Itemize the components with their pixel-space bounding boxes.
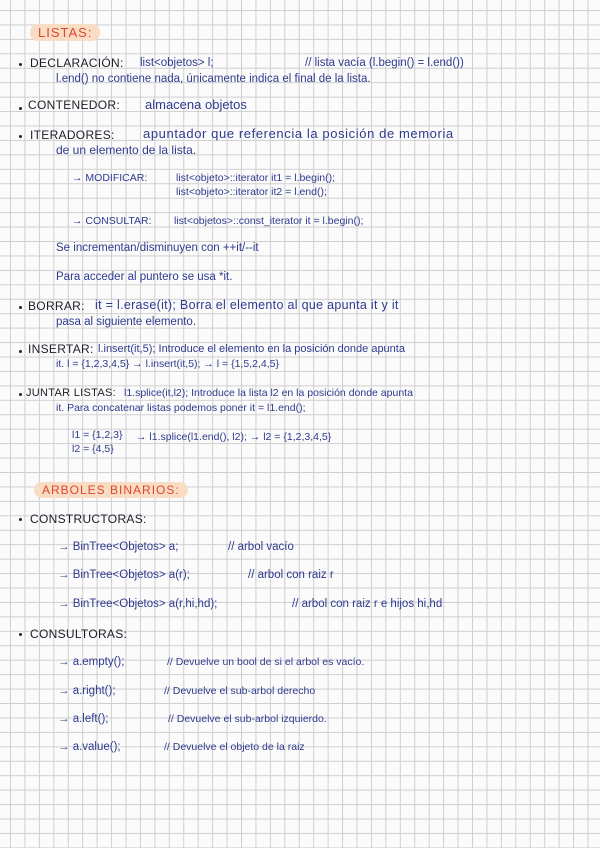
contenedor-label: CONTENEDOR:	[28, 98, 120, 112]
section-title-arboles: ARBOLES BINARIOS:	[34, 482, 188, 498]
consultar-line: list<objetos>::const_iterator it = l.begin();	[174, 215, 364, 227]
bullet	[19, 518, 22, 521]
declaracion-comment: // lista vacía (l.begin() = l.end())	[305, 57, 464, 69]
consultora-code-2: → a.right();	[58, 685, 116, 697]
bullet	[19, 63, 22, 66]
bullet	[19, 306, 22, 309]
constructor-comment-3: // arbol con raiz r e hijos hi,hd	[292, 598, 443, 610]
insertar-text: l.insert(it,5); Introduce el elemento en la posición donde apunta	[98, 343, 405, 355]
constructoras-label: CONSTRUCTORAS:	[30, 512, 147, 526]
bullet	[19, 633, 22, 636]
consultoras-label: CONSULTORAS:	[30, 627, 128, 641]
juntar-text: l1.splice(it,l2); Introduce la lista l2 en la posición donde apunta	[124, 387, 413, 399]
juntar-text2: it. Para concatenar listas podemos poner it = l1.end();	[56, 402, 306, 414]
consultar-label: → CONSULTAR:	[72, 215, 152, 227]
insertar-text2: it. l = {1,2,3,4,5} → l.insert(it,5); → l = {1,5,2,4,5}	[56, 358, 279, 370]
consultora-code-1: → a.empty();	[58, 656, 125, 668]
iteradores-text2: de un elemento de la lista.	[56, 143, 197, 157]
iteradores-text: apuntador que referencia la posición de memoria	[143, 126, 454, 141]
incremento-text: Se incrementan/disminuyen con ++it/--it	[56, 242, 259, 254]
consultora-comment-4: // Devuelve el objeto de la raiz	[164, 741, 305, 753]
consultora-code-3: → a.left();	[58, 713, 109, 725]
consultora-comment-3: // Devuelve el sub-arbol izquierdo.	[168, 713, 327, 725]
constructor-code-1: → BinTree<Objetos> a;	[58, 541, 179, 553]
iteradores-label: ITERADORES:	[30, 128, 115, 142]
constructor-code-2: → BinTree<Objetos> a(r);	[58, 569, 190, 581]
declaracion-code: list<objetos> l;	[140, 57, 214, 69]
juntar-label: JUNTAR LISTAS:	[26, 387, 116, 399]
contenedor-text: almacena objetos	[145, 97, 247, 112]
consultora-comment-2: // Devuelve el sub-arbol derecho	[164, 685, 316, 697]
borrar-text2: pasa al siguiente elemento.	[56, 316, 197, 328]
bullet	[19, 135, 22, 138]
modificar-label: → MODIFICAR:	[72, 172, 148, 184]
insertar-label: INSERTAR:	[28, 342, 94, 356]
bullet	[19, 107, 22, 110]
consultora-comment-1: // Devuelve un bool de si el arbol es vacío.	[167, 656, 365, 668]
borrar-text: it = l.erase(it); Borra el elemento al que apunta it y it	[95, 298, 399, 312]
consultora-code-4: → a.value();	[58, 741, 121, 753]
constructor-code-3: → BinTree<Objetos> a(r,hi,hd);	[58, 598, 218, 610]
juntar-example-op: → l1.splice(l1.end(), l2); → l2 = {1,2,3,4,5}	[136, 431, 332, 443]
acceso-text: Para acceder al puntero se usa *it.	[56, 271, 233, 283]
constructor-comment-1: // arbol vacío	[228, 541, 294, 553]
juntar-example-l2: l2 = {4,5}	[72, 443, 114, 455]
declaracion-label: DECLARACIÓN:	[30, 56, 124, 70]
juntar-example-l1: l1 = {1,2,3}	[72, 429, 123, 441]
bullet	[19, 393, 22, 396]
modificar-line-2: list<objeto>::iterator it2 = l.end();	[176, 186, 327, 198]
modificar-line-1: list<objeto>::iterator it1 = l.begin();	[176, 172, 336, 184]
bullet	[19, 350, 22, 353]
constructor-comment-2: // arbol con raiz r	[248, 569, 334, 581]
declaracion-note: l.end() no contiene nada, únicamente indica el final de la lista.	[56, 73, 371, 85]
borrar-label: BORRAR:	[28, 299, 85, 313]
section-title-listas: LISTAS:	[30, 24, 100, 41]
